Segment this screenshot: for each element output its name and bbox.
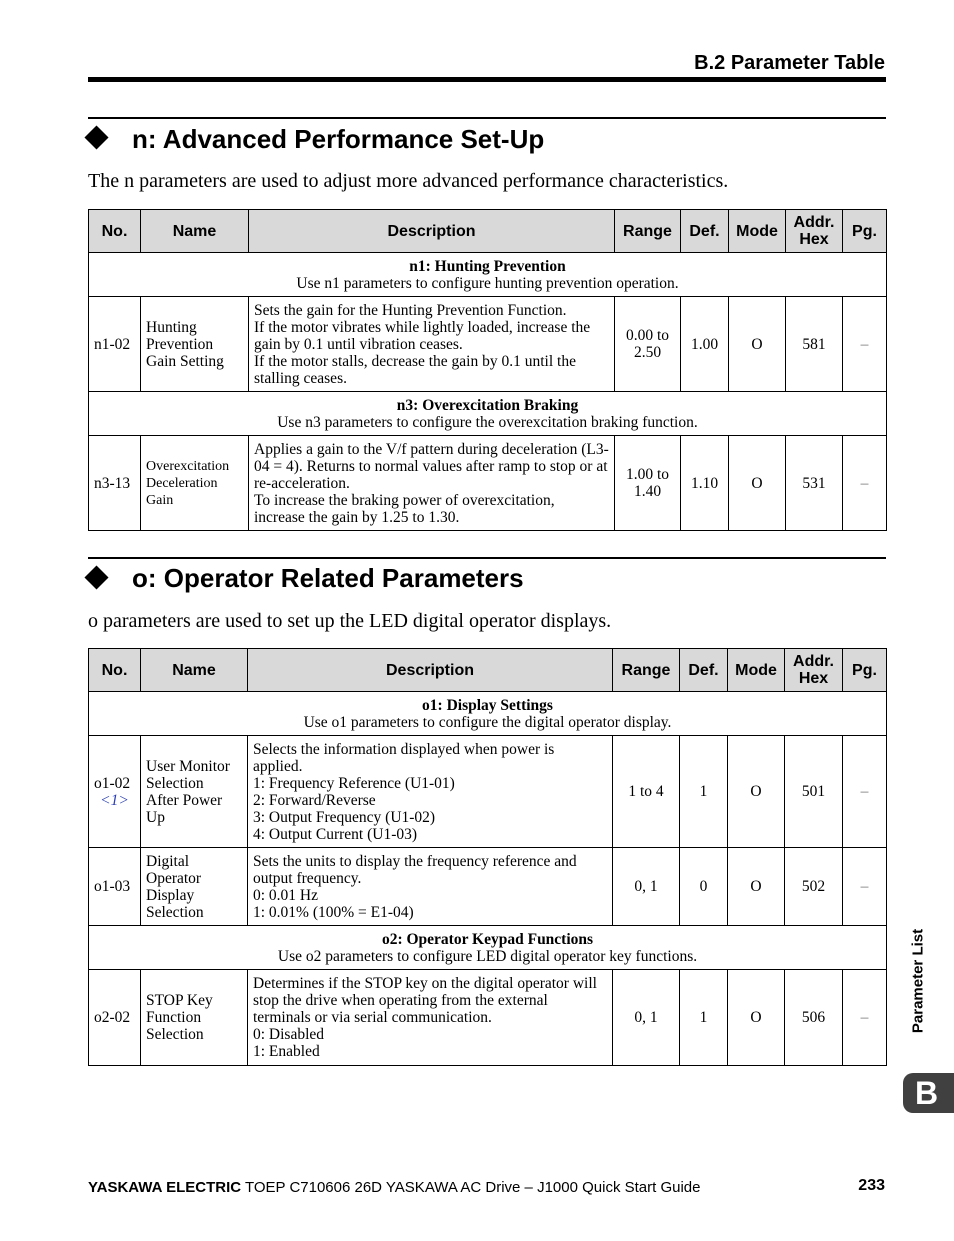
section-intro-n: The n parameters are used to adjust more advanced performance characteristics. <box>88 170 729 192</box>
param-description: Selects the information displayed when power is applied. 1: Frequency Reference (U1-01) 2: Forward/Reverse 3: Output Frequency (U1-02) 4: Output Current (U1-03) <box>248 736 613 848</box>
chapter-tab[interactable]: B <box>903 1073 954 1113</box>
col-header-def: Def. <box>680 649 728 692</box>
param-mode: O <box>728 736 785 848</box>
group-description: Use n3 parameters to configure the overexcitation braking function. <box>277 413 698 431</box>
group-description: Use o1 parameters to configure the digital operator display. <box>303 713 672 731</box>
param-no: o1-03 <box>89 848 141 926</box>
col-header-no: No. <box>89 210 141 253</box>
param-default: 1 <box>680 736 728 848</box>
footer <box>88 1179 700 1196</box>
parameter-table-o <box>88 648 887 1066</box>
side-tab-label <box>905 918 931 1043</box>
param-mode: O <box>729 436 786 531</box>
param-address: 581 <box>786 297 843 392</box>
param-default: 1.10 <box>681 436 729 531</box>
table-row <box>89 736 887 848</box>
col-header-addr: Addr. Hex <box>785 649 843 692</box>
param-default: 1.00 <box>681 297 729 392</box>
col-header-pg: Pg. <box>843 210 887 253</box>
param-mode: O <box>728 970 785 1066</box>
param-default: 1 <box>680 970 728 1066</box>
group-title: n1: Hunting Prevention <box>409 257 566 275</box>
group-row <box>89 926 887 970</box>
param-description: Applies a gain to the V/f pattern during deceleration (L3-04 = 4). Returns to normal values after ramp to stop or at re-acceleration. To increase the braking power of overexcitation, increase the gain by 1.25 to 1.30. <box>249 436 615 531</box>
col-header-mode: Mode <box>729 210 786 253</box>
col-header-range: Range <box>613 649 680 692</box>
col-header-description: Description <box>249 210 615 253</box>
section-title-n: n: Advanced Performance Set-Up <box>132 124 545 154</box>
group-title: o2: Operator Keypad Functions <box>381 930 594 948</box>
group-description: Use n1 parameters to configure hunting prevention operation. <box>296 274 679 292</box>
param-description: Sets the units to display the frequency reference and output frequency. 0: 0.01 Hz 1: 0.01% (100% = E1-04) <box>248 848 613 926</box>
col-header-def: Def. <box>681 210 729 253</box>
param-range: 0, 1 <box>613 970 680 1066</box>
side-tab-text: Parameter List <box>909 928 927 1033</box>
col-header-name: Name <box>141 210 249 253</box>
param-range: 1 to 4 <box>613 736 680 848</box>
param-range: 0.00 to 2.50 <box>615 297 681 392</box>
col-header-addr: Addr. Hex <box>786 210 843 253</box>
param-address: 531 <box>786 436 843 531</box>
parameter-table-n <box>88 209 887 531</box>
param-default: 0 <box>680 848 728 926</box>
table-row <box>89 848 887 926</box>
param-name: Overexcitation Deceleration Gain <box>141 436 249 531</box>
param-name: STOP Key Function Selection <box>141 970 248 1066</box>
param-name: Hunting Prevention Gain Setting <box>141 297 249 392</box>
group-row <box>89 692 887 736</box>
col-header-mode: Mode <box>728 649 785 692</box>
section-header: B.2 Parameter Table <box>694 52 885 74</box>
group-title: n3: Overexcitation Braking <box>396 396 579 414</box>
param-mode: O <box>729 297 786 392</box>
table-header-row <box>89 210 887 253</box>
param-page: – <box>843 297 887 392</box>
param-no: o1-02 <box>94 774 131 792</box>
param-address: 501 <box>785 736 843 848</box>
param-no: n3-13 <box>89 436 141 531</box>
param-page: – <box>843 848 887 926</box>
param-range: 1.00 to 1.40 <box>615 436 681 531</box>
param-page: – <box>843 736 887 848</box>
param-no: n1-02 <box>89 297 141 392</box>
group-row <box>89 253 887 297</box>
table-row <box>89 436 887 531</box>
col-header-name: Name <box>141 649 248 692</box>
param-description: Determines if the STOP key on the digital operator will stop the drive when operating from the external terminals or via serial communication. 0: Disabled 1: Enabled <box>248 970 613 1066</box>
param-name: Digital Operator Display Selection <box>141 848 248 926</box>
param-address: 506 <box>785 970 843 1066</box>
param-no-cell <box>89 736 141 848</box>
param-name: User Monitor Selection After Power Up <box>141 736 248 848</box>
group-description: Use o2 parameters to configure LED digital operator key functions. <box>277 947 698 965</box>
col-header-description: Description <box>248 649 613 692</box>
param-range: 0, 1 <box>613 848 680 926</box>
table-header-row <box>89 649 887 692</box>
col-header-no: No. <box>89 649 141 692</box>
col-header-pg: Pg. <box>843 649 887 692</box>
param-no: o2-02 <box>89 970 141 1066</box>
param-page: – <box>843 970 887 1066</box>
diamond-bullet-icon <box>84 565 108 589</box>
table-row <box>89 970 887 1066</box>
footnote-link[interactable]: <1> <box>100 791 129 809</box>
param-mode: O <box>728 848 785 926</box>
col-header-range: Range <box>615 210 681 253</box>
param-description: Sets the gain for the Hunting Prevention Function. If the motor vibrates while lightly loaded, increase the gain by 0.1 until vibration ceases. If the motor stalls, decrease the gain by 0.1 until the stalling ceases. <box>249 297 615 392</box>
param-address: 502 <box>785 848 843 926</box>
section-intro-o: o parameters are used to set up the LED digital operator displays. <box>88 610 612 632</box>
footer-brand: YASKAWA ELECTRIC <box>88 1179 242 1196</box>
diamond-bullet-icon <box>84 125 108 149</box>
section-title-o: o: Operator Related Parameters <box>132 563 524 593</box>
group-title: o1: Display Settings <box>422 696 553 714</box>
param-page: – <box>843 436 887 531</box>
group-row <box>89 392 887 436</box>
footer-doc: TOEP C710606 26D YASKAWA AC Drive – J1000 Quick Start Guide <box>241 1179 701 1196</box>
section-divider <box>88 117 886 119</box>
table-row <box>89 297 887 392</box>
section-divider <box>88 557 886 559</box>
page-number: 233 <box>858 1177 885 1194</box>
header-rule <box>88 77 886 82</box>
